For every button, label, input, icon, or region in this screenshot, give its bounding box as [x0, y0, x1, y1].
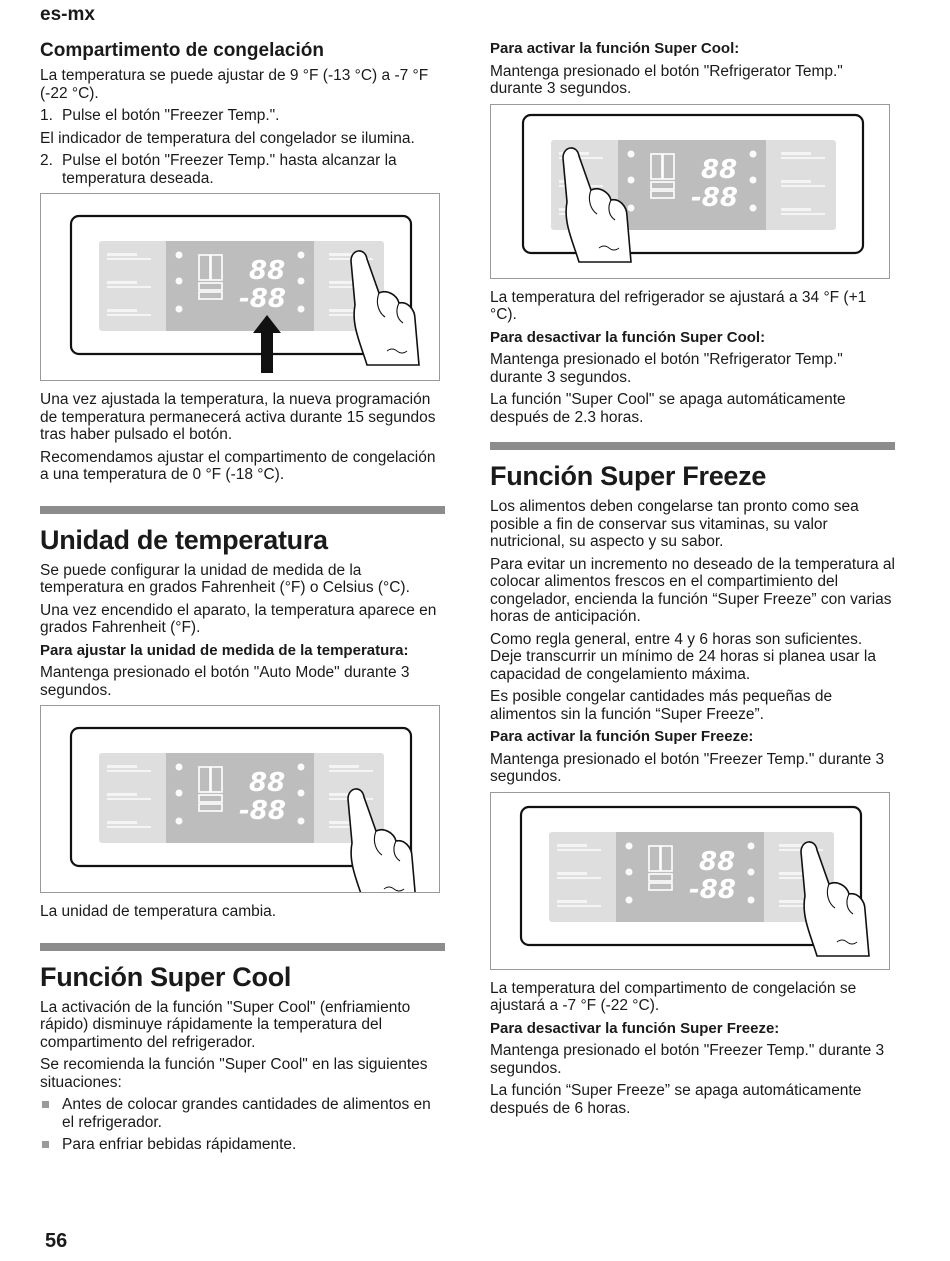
panel-icon: [176, 764, 183, 771]
unit-heading: Unidad de temperatura: [40, 524, 328, 555]
freezer-step-1: [40, 107, 445, 125]
supercool-panel-figure: [490, 104, 890, 279]
list-item: [40, 1096, 445, 1131]
freezer-heading: Compartimento de congelación: [40, 40, 324, 61]
panel-icon: [298, 818, 305, 825]
display-digits: -88: [239, 284, 286, 314]
panel-illustration-superfreeze: [491, 793, 889, 969]
panel-icon: [298, 764, 305, 771]
panel-icon: [628, 176, 635, 183]
label-line: [781, 157, 825, 159]
panel-icon: [626, 842, 633, 849]
section-divider: [40, 506, 445, 514]
unit-subheading: Para ajustar la unidad de medida de la temperatura:: [40, 641, 409, 659]
panel-icon: [628, 204, 635, 211]
superfreeze-off-subheading: Para desactivar la función Super Freeze:: [490, 1019, 780, 1037]
display-digits: -88: [691, 182, 738, 213]
display-digits: -88: [239, 796, 286, 826]
panel-icon: [176, 306, 183, 313]
step-number: 2.: [40, 152, 53, 169]
superfreeze-off-p: Mantenga presionado el botón "Freezer Temp." durante 3 segundos.: [490, 1042, 885, 1077]
panel-icon: [626, 868, 633, 875]
left-column: [40, 40, 445, 1159]
list-item: [40, 1136, 445, 1154]
superfreeze-on-result: La temperatura del compartimento de congelación se ajustará a -7 °F (-22 °C).: [490, 979, 857, 1014]
label-line: [107, 281, 137, 284]
freezer-indicator-text: El indicador de temperatura del congelador se ilumina.: [40, 129, 415, 147]
display-digits: 88: [249, 256, 286, 286]
section-divider: [40, 943, 445, 951]
superfreeze-p2: Para evitar un incremento no deseado de la temperatura al colocar alimentos frescos en el compartimiento del congelador, encienda la función “Super Freeze” con varias horas de anticipación.: [490, 555, 895, 625]
supercool-p2: Se recomienda la función "Super Cool" en las siguientes situaciones:: [40, 1056, 428, 1091]
panel-icon: [748, 868, 755, 875]
panel-icon: [298, 252, 305, 259]
superfreeze-on-p: Mantenga presionado el botón "Freezer Temp." durante 3 segundos.: [490, 750, 885, 785]
label-line: [107, 821, 137, 824]
right-column: [490, 40, 895, 1122]
label-line: [329, 765, 359, 768]
freezer-step-2: [40, 152, 445, 187]
supercool-p1: La activación de la función "Super Cool" (enfriamiento rápido) disminuye rápidamente la temperatura del compartimento del refrigerador.: [40, 998, 411, 1051]
freezer-after-2: Recomendamos ajustar el compartimento de congelación a una temperatura de 0 °F (-18 °C).: [40, 448, 436, 483]
label-line: [107, 314, 151, 316]
label-line: [781, 185, 825, 187]
list-item-text: Antes de colocar grandes cantidades de alimentos en el refrigerador.: [62, 1096, 431, 1131]
label-line: [107, 253, 137, 256]
superfreeze-panel-figure: [490, 792, 890, 970]
panel-icon: [298, 278, 305, 285]
step-text: Pulse el botón "Freezer Temp." hasta alcanzar la temperatura deseada.: [62, 152, 397, 187]
panel-icon: [750, 150, 757, 157]
panel-icon: [748, 842, 755, 849]
freezer-intro: La temperatura se puede ajustar de 9 °F (-13 °C) a -7 °F (-22 °C).: [40, 67, 429, 102]
panel-icon: [298, 306, 305, 313]
label-line: [107, 826, 151, 828]
supercool-on-result: La temperatura del refrigerador se ajustará a 34 °F (+1 °C).: [490, 288, 867, 323]
label-line: [107, 793, 137, 796]
supercool-heading: Función Super Cool: [40, 961, 292, 992]
label-line: [781, 180, 811, 183]
display-digits: 88: [699, 846, 736, 877]
superfreeze-heading: Función Super Freeze: [490, 461, 767, 491]
panel-icon: [750, 176, 757, 183]
display-digits: -88: [689, 874, 736, 905]
panel-icon: [176, 252, 183, 259]
unit-result: La unidad de temperatura cambia.: [40, 903, 277, 920]
unit-p2: Una vez encendido el aparato, la temperatura aparece en grados Fahrenheit (°F).: [40, 601, 437, 636]
label-line: [781, 208, 811, 211]
supercool-off-p1: Mantenga presionado el botón "Refrigerator Temp." durante 3 segundos.: [490, 351, 843, 386]
label-line: [107, 286, 151, 288]
language-tag: es-mx: [40, 4, 95, 25]
bullet-square: [40, 1136, 62, 1154]
label-line: [557, 872, 587, 875]
unit-p1: Se puede configurar la unidad de medida de la temperatura en grados Fahrenheit (°F) o Celsius (°C).: [40, 561, 410, 596]
label-line: [557, 877, 601, 879]
freezer-after-1: Una vez ajustada la temperatura, la nueva programación de temperatura permanecerá activa durante 15 segundos tras haber pulsado el botón.: [40, 391, 436, 443]
label-line: [781, 152, 811, 155]
label-line: [107, 765, 137, 768]
list-item-text: Para enfriar bebidas rápidamente.: [62, 1136, 297, 1153]
panel-icon: [750, 204, 757, 211]
supercool-on-subheading: Para activar la función Super Cool:: [490, 40, 740, 57]
label-line: [107, 258, 151, 260]
superfreeze-p1: Los alimentos deben congelarse tan pronto como sea posible a fin de conservar sus vitaminas, su valor nutricional, su aspecto y su sabor.: [490, 498, 859, 550]
auto-mode-panel-figure: [40, 705, 440, 893]
panel-icon: [626, 896, 633, 903]
display-digits: 88: [249, 768, 286, 798]
label-line: [557, 905, 601, 907]
panel-icon: [176, 278, 183, 285]
label-line: [329, 770, 373, 772]
panel-icon: [628, 150, 635, 157]
panel-icon: [298, 790, 305, 797]
label-line: [557, 849, 601, 851]
panel-illustration-freezer: [41, 194, 439, 380]
unit-p3: Mantenga presionado el botón "Auto Mode" durante 3 segundos.: [40, 664, 410, 699]
label-line: [107, 309, 137, 312]
superfreeze-p3: Como regla general, entre 4 y 6 horas son suficientes. Deje transcurrir un mínimo de 24 horas si planea usar la capacidad de congelamiento máxima.: [490, 630, 876, 683]
panel-icon: [748, 896, 755, 903]
label-line: [557, 900, 587, 903]
supercool-off-subheading: Para desactivar la función Super Cool:: [490, 328, 766, 346]
superfreeze-on-subheading: Para activar la función Super Freeze:: [490, 728, 754, 745]
panel-illustration-supercool: [491, 105, 889, 278]
step-number: 1.: [40, 107, 53, 124]
page-number: 56: [45, 1230, 68, 1252]
label-line: [557, 844, 587, 847]
step-text: Pulse el botón "Freezer Temp.".: [62, 107, 280, 124]
supercool-off-p2: La función "Super Cool" se apaga automáticamente después de 2.3 horas.: [490, 391, 846, 426]
supercool-on-p1: Mantenga presionado el botón "Refrigerator Temp." durante 3 segundos.: [490, 62, 843, 97]
freezer-panel-figure: [40, 193, 440, 381]
label-line: [107, 798, 151, 800]
superfreeze-p4: Es posible congelar cantidades más pequeñas de alimentos sin la función “Super Freeze”.: [490, 688, 833, 723]
section-divider: [490, 442, 895, 450]
bullet-square: [40, 1096, 62, 1131]
label-line: [781, 213, 825, 215]
panel-icon: [176, 818, 183, 825]
panel-icon: [176, 790, 183, 797]
panel-illustration-auto-mode: [41, 706, 439, 892]
superfreeze-off-p2: La función “Super Freeze” se apaga automáticamente después de 6 horas.: [490, 1082, 862, 1117]
label-line: [107, 770, 151, 772]
display-digits: 88: [701, 154, 738, 185]
